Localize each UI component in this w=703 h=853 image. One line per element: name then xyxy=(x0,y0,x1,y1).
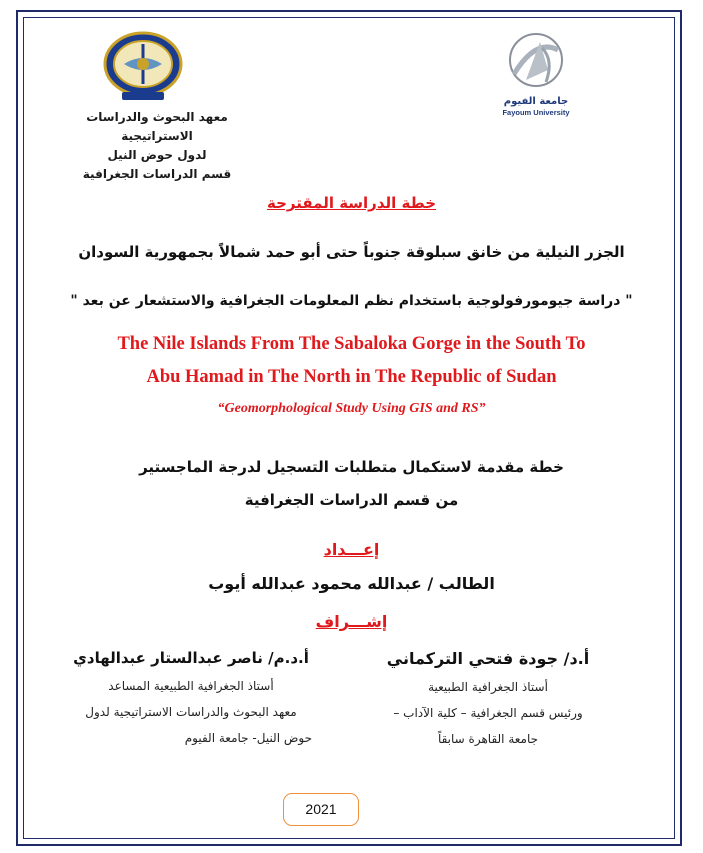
institute-line-2: لدول حوض النيل xyxy=(107,148,207,162)
institute-seal-logo xyxy=(102,30,184,102)
prepared-by-label: إعـــداد xyxy=(323,540,380,559)
supervisor-right-line-1: أستاذ الجغرافية الطبيعية xyxy=(428,680,548,694)
title-arabic-line-2: " دراسة جيومورفولوجية باستخدام نظم المعلومات الجغرافية والاستشعار عن بعد " xyxy=(70,293,633,309)
purpose-line-2: من قسم الدراسات الجغرافية xyxy=(244,491,459,509)
supervisor-left-line-3: حوض النيل- جامعة الفيوم xyxy=(184,731,312,745)
institute-line-3: قسم الدراسات الجغرافية xyxy=(82,167,232,181)
university-name-arabic: جامعة الفيوم xyxy=(503,96,569,107)
fayoum-university-logo xyxy=(496,30,576,120)
title-arabic-line-1: الجزر النيلية من خانق سبلوقة جنوباً حتى أبو حمد شمالاً بجمهورية السودان xyxy=(78,243,625,261)
supervisor-right xyxy=(370,649,606,752)
title-english-line-1: The Nile Islands From The Sabaloka Gorge in the South To xyxy=(117,334,586,354)
supervisor-left-name: أ.د.م/ ناصر عبدالستار عبدالهادي xyxy=(73,649,309,667)
student-name: الطالب / عبدالله محمود عبدالله أيوب xyxy=(208,574,495,593)
university-name-english: Fayoum University xyxy=(502,108,570,117)
supervisor-right-line-2: ورئيس قسم الجغرافية – كلية الآداب – xyxy=(393,706,583,720)
supervision-label: إشـــراف xyxy=(315,612,388,631)
supervisor-left-line-1: أستاذ الجغرافية الطبيعية المساعد xyxy=(108,679,274,693)
year-box: 2021 xyxy=(283,793,359,826)
subtitle-english: “Geomorphological Study Using GIS and RS” xyxy=(217,401,486,416)
supervisor-right-line-3: جامعة القاهرة سابقاً xyxy=(437,732,539,746)
supervisor-right-name: أ.د/ جودة فتحي التركماني xyxy=(386,649,590,668)
supervisor-left-line-2: معهد البحوث والدراسات الاستراتيجية لدول xyxy=(85,705,297,719)
purpose-line-1: خطة مقدمة لاستكمال متطلبات التسجيل لدرجة الماجستير xyxy=(139,458,564,476)
supervisor-left xyxy=(48,649,334,751)
institute-block xyxy=(57,108,257,184)
title-english-line-2: Abu Hamad in The North in The Republic of Sudan xyxy=(146,367,557,387)
institute-line-1: معهد البحوث والدراسات الاستراتيجية xyxy=(86,110,228,143)
plan-heading: خطة الدراسة المقترحة xyxy=(266,194,436,212)
